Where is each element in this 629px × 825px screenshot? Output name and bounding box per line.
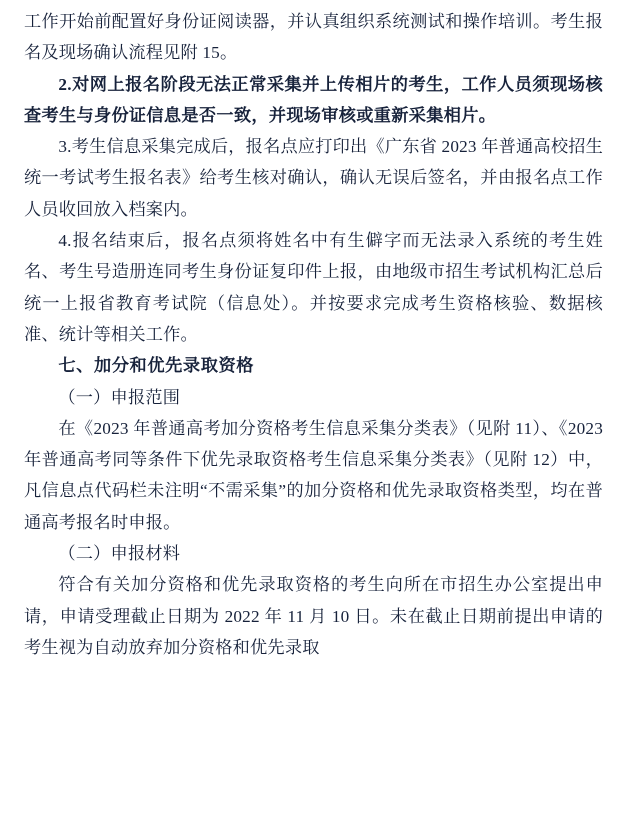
section-heading-7: 七、加分和优先录取资格 [58,356,255,376]
subheading-application-scope: （一）申报范围 [58,387,181,407]
paragraph-application-materials: 符合有关加分资格和优先录取资格的考生向所在市招生办公室提出申请，申请受理截止日期为 2022 年 11 月 10 日。未在截止日期前提出申请的考生视为自动放弃加分资格和优先录取 [24,575,603,657]
subheading-application-materials: （二）申报材料 [58,544,181,564]
paragraph-item-3: 3.考生信息采集完成后，报名点应打印出《广东省 2023 年普通高校招生统一考试考生报名表》给考生核对确认，确认无误后签名，并由报名点工作人员收回放入档案内。 [24,137,603,219]
paragraph-item-4: 4.报名结束后，报名点须将姓名中有生僻字而无法录入系统的考生姓名、考生号造册连同考生身份证复印件上报，由地级市招生考试机构汇总后统一上报省教育考试院（信息处）。并按要求完成考生资格核验、数据核准、统计等相关工作。 [24,231,603,344]
paragraph-continuation: 工作开始前配置好身份证阅读器，并认真组织系统测试和操作培训。考生报名及现场确认流程见附 15。 [24,12,603,63]
paragraph-application-scope: 在《2023 年普通高考加分资格考生信息采集分类表》（见附 11）、《2023 年普通高考同等条件下优先录取资格考生信息采集分类表》（见附 12）中，凡信息点代码栏未注明“不需采集”的加分资格和优先录取资格类型，均在普通高考报名时申报。 [24,418,603,532]
paragraph-item-2: 2.对网上报名阶段无法正常采集并上传相片的考生，工作人员须现场核查考生与身份证信息是否一致，并现场审核或重新采集相片。 [24,74,603,125]
